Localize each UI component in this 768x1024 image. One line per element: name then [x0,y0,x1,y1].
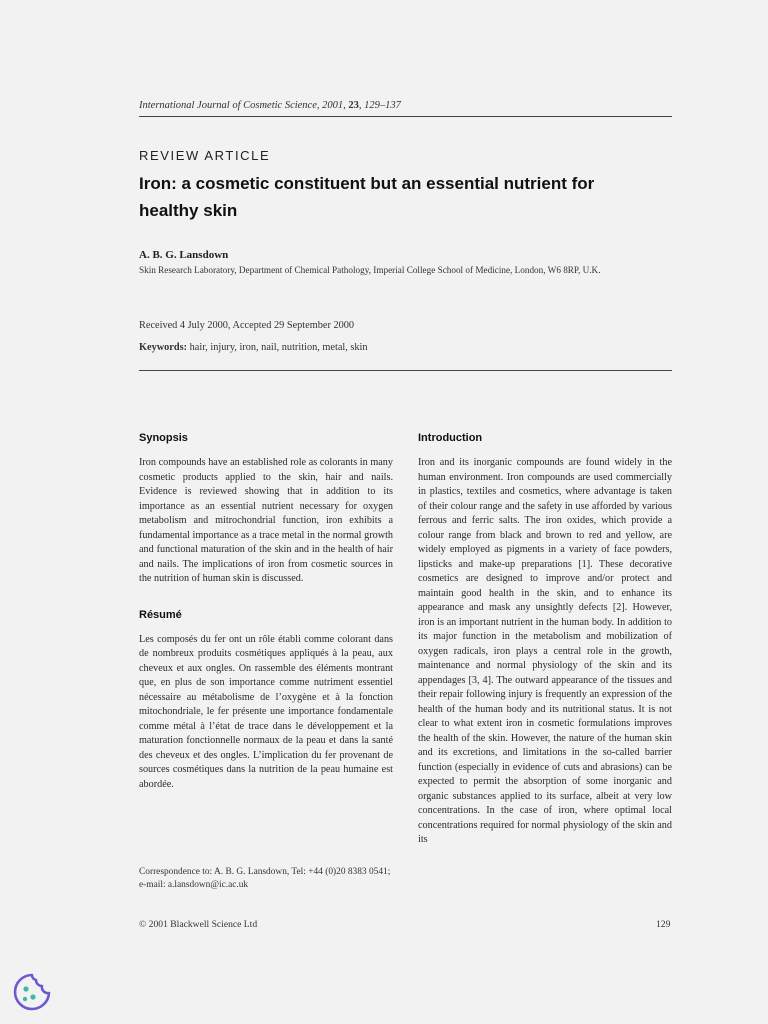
right-column [418,432,672,848]
article-title: Iron: a cosmetic constituent but an essential nutrient for healthy skin [139,174,595,220]
introduction-heading: Introduction [418,432,483,444]
journal-name: International Journal of Cosmetic Science [139,100,317,111]
resume-text: Les composés du fer ont un rôle établi comme colorant dans de nombreux produits cosmétiques appliqués à la peau, aux cheveux et aux ongles. On rassemble des éléments montrant que, en plus de son importance comme nutriment essentiel nécessaire au métabolisme de l’oxygène et à la fonction mitochondriale, le fer présente une importance fondamentale comme métal à l’état de trace dans le développement et la maturation fonctionnelle normaux de la peau et dans la santé des cheveux et des ongles. L’implication du fer provenant de sources cosmétiques dans la nutrition de la peau humaine est abordée. [139,633,393,790]
synopsis-heading: Synopsis [139,432,188,444]
page-number: 129 [656,919,671,930]
introduction-text: Iron and its inorganic compounds are found widely in the human environment. Iron compounds are used commercially in plastics, textiles and cosmetics, where advantage is taken of their colour range and the safety in use afforded by various ferrous and ferric salts. The iron oxides, which provide a colour range from black and brown to red and yellow, are widely employed as pigments in a variety of face powders, lipsticks and make-up preparations [1]. These decorative cosmetics are designed to improve and/or protect and maintain good health in the skin, and to enhance its appearance and mask any unsightly defects [2]. However, iron is an important nutrient in the human body. In addition to its major function in the metabolism and mobilization of oxygen radicals, iron plays a central role in the growth, maintenance and normal physiology of the skin and its appendages [3, 4]. The outward appearance of the tissues and their repair following injury is frequently an expression of the health of the human body and its nutritional status. It is not clear to what extent iron in cosmetic formulations improves the health of the skin. However, the nature of the human skin and its excretions, and limitations in the so-called barrier function (especially in evidence of cuts and abrasions) can be expected to permit the absorption of some inorganic and organic substances applied to its surface, albeit at very low concentrations. In the case of iron, where optimal local concentrations required for normal physiology of the skin and its [418,457,672,845]
author-affiliation: Skin Research Laboratory, Department of Chemical Pathology, Imperial College School of Medicine, London, W6 8RP, U.K. [139,265,601,275]
resume-heading: Résumé [139,608,182,621]
keywords-list: hair, injury, iron, nail, nutrition, metal, skin [189,342,368,353]
journal-pages: 129–137 [364,100,401,111]
received-dates: Received 4 July 2000, Accepted 29 September 2000 [139,320,355,331]
journal-year: 2001 [322,100,344,111]
correspondence-note: Correspondence to: A. B. G. Lansdown, Tel: +44 (0)20 8383 0541; e-mail: a.lansdown@ic.ac.uk [139,867,391,890]
author-name: A. B. G. Lansdown [139,249,229,261]
journal-volume: 23 [348,100,359,111]
header-rule [139,116,672,117]
left-column [139,432,393,792]
copyright-notice: © 2001 Blackwell Science Ltd [139,919,258,930]
section-rule [139,370,672,371]
article-type: REVIEW ARTICLE [139,148,271,163]
cookie-icon [11,971,53,1013]
synopsis-text: Iron compounds have an established role as colorants in many cosmetic products applied to the skin, hair and nails. Evidence is reviewed showing that in addition to its importance as an essential nutrient necessary for oxygen metabolism and mitrochondrial function, iron exhibits a fundamental importance as a trace metal in the normal growth and functional maturation of the skin and in the health of hair and nails. The implications of iron from cosmetic sources in the nutrition of human skin is discussed. [139,457,393,584]
journal-citation: International Journal of Cosmetic Science, 2001, 23, 129–137 [139,100,401,111]
cookie-settings-button[interactable] [11,971,53,1013]
keywords-line [139,342,368,353]
keywords-label: Keywords: [139,342,188,353]
